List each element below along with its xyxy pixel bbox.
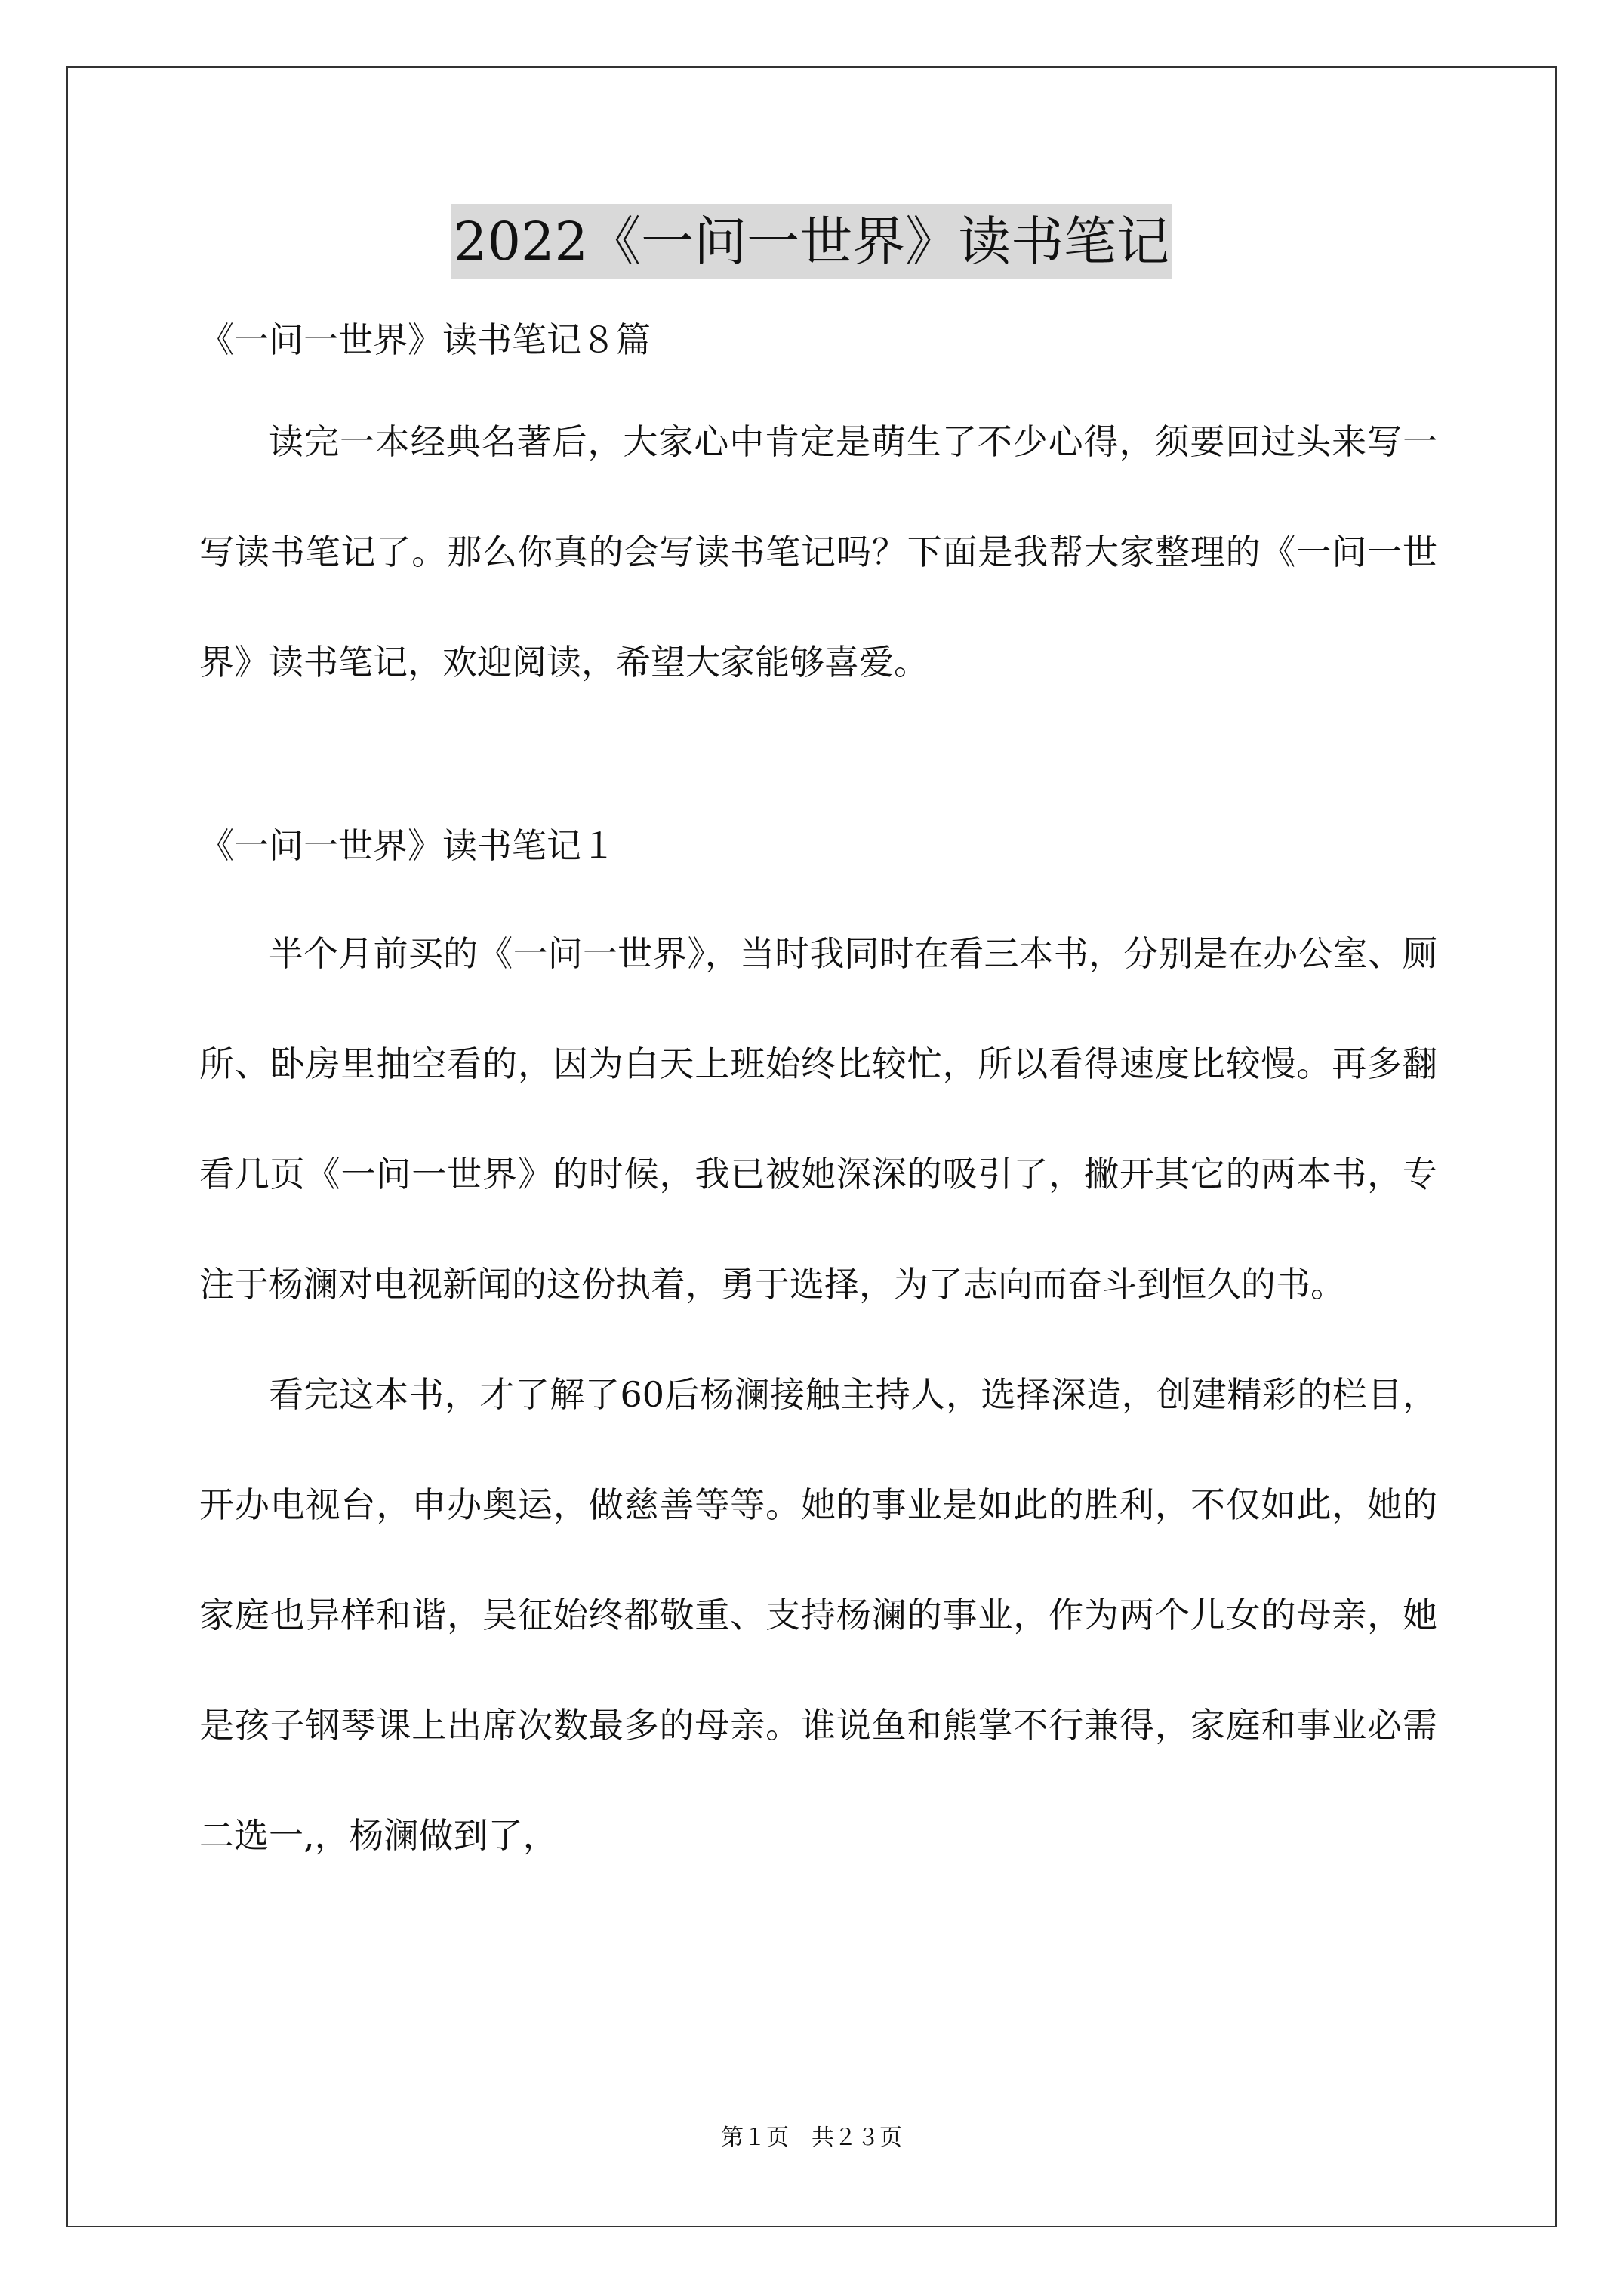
title-container xyxy=(0,204,1623,279)
body-paragraph-2: 看完这本书，才了解了60后杨澜接触主持人，选择深造，创建精彩的栏目，开办电视台，申办奥运，做慈善等等。她的事业是如此的胜利，不仅如此，她的家庭也异样和谐，吴征始终都敬重、支持杨澜的事业，作为两个儿女的母亲，她是孩子钢琴课上出席次数最多的母亲。谁说鱼和熊掌不行兼得，家庭和事业必需二选一,，杨澜做到了， xyxy=(199,1374,1437,1856)
page-footer: 第１页 共２３页 xyxy=(721,2125,902,2151)
intro-paragraph: 读完一本经典名著后，大家心中肯定是萌生了不少心得，须要回过头来写一写读书笔记了。那么你真的会写读书笔记吗？下面是我帮大家整理的《一问一世界》读书笔记，欢迎阅读，希望大家能够喜爱。 xyxy=(199,421,1437,683)
document-subtitle: 《一问一世界》读书笔记８篇 xyxy=(199,319,651,360)
document-body xyxy=(199,302,1437,1891)
section-heading: 《一问一世界》读书笔记１ xyxy=(199,825,616,866)
body-paragraph-1: 半个月前买的《一问一世界》，当时我同时在看三本书，分别是在办公室、厕所、卧房里抽空看的，因为白天上班始终比较忙，所以看得速度比较慢。再多翻看几页《一问一世界》的时候，我已被她深深的吸引了，撇开其它的两本书，专注于杨澜对电视新闻的这份执着，勇于选择，为了志向而奋斗到恒久的书。 xyxy=(199,933,1437,1305)
document-title: 2022《一问一世界》读书笔记 xyxy=(451,204,1172,279)
